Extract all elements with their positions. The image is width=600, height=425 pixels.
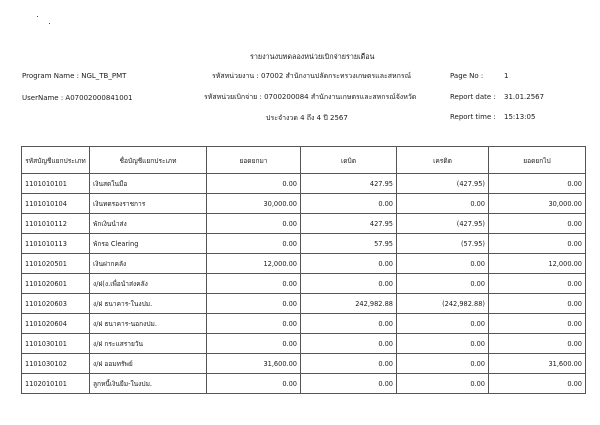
report-title: รายงานงบทดลองหน่วยเบิกจ่ายรายเดือน: [250, 52, 375, 61]
cell-credit: 0.00: [397, 334, 489, 354]
header-account-name: ชื่อบัญชีแยกประเภท: [90, 147, 207, 174]
cell-credit: (57.95): [397, 234, 489, 254]
cell-closing-balance: 30,000.00: [489, 194, 586, 214]
cell-opening-balance: 0.00: [207, 214, 301, 234]
cell-debit: 0.00: [301, 314, 397, 334]
cell-account-code: 1101010112: [22, 214, 90, 234]
cell-account-name: พักรอ Clearing: [90, 234, 207, 254]
cell-account-name: ง/ฝ กระแสรายวัน: [90, 334, 207, 354]
cell-account-code: 1101010104: [22, 194, 90, 214]
cell-account-code: 1101020601: [22, 274, 90, 294]
cell-account-code: 1102010101: [22, 374, 90, 394]
table-row: [22, 334, 586, 354]
cell-account-name: เงินสดในมือ: [90, 174, 207, 194]
cell-debit: 0.00: [301, 354, 397, 374]
cell-account-code: 1101020501: [22, 254, 90, 274]
cell-account-name: ง/ฝ ธนาคาร-นอกงปม.: [90, 314, 207, 334]
header-closing-balance: ยอดยกไป: [489, 147, 586, 174]
table-row: [22, 354, 586, 374]
cell-closing-balance: 0.00: [489, 234, 586, 254]
report-time-value: 15:13:05: [504, 113, 536, 121]
scan-speck: [37, 16, 38, 17]
cell-closing-balance: 0.00: [489, 274, 586, 294]
cell-debit: 0.00: [301, 274, 397, 294]
cell-opening-balance: 0.00: [207, 334, 301, 354]
cell-opening-balance: 0.00: [207, 174, 301, 194]
trial-balance-table: [21, 146, 586, 394]
table-row: [22, 234, 586, 254]
cell-closing-balance: 0.00: [489, 334, 586, 354]
cell-credit: 0.00: [397, 254, 489, 274]
table-row: [22, 374, 586, 394]
cell-debit: 0.00: [301, 334, 397, 354]
header-debit: เดบิต: [301, 147, 397, 174]
cell-closing-balance: 0.00: [489, 374, 586, 394]
cell-debit: 0.00: [301, 194, 397, 214]
cell-debit: 242,982.88: [301, 294, 397, 314]
report-period: ประจำงวด 4 ถึง 4 ปี 2567: [266, 114, 348, 122]
cell-credit: 0.00: [397, 194, 489, 214]
cell-debit: 57.95: [301, 234, 397, 254]
cell-credit: (427.95): [397, 214, 489, 234]
header-credit: เครดิต: [397, 147, 489, 174]
cell-debit: 0.00: [301, 254, 397, 274]
user-name: UserName : A07002000841001: [22, 94, 133, 102]
cell-closing-balance: 0.00: [489, 174, 586, 194]
cell-opening-balance: 0.00: [207, 274, 301, 294]
cell-closing-balance: 12,000.00: [489, 254, 586, 274]
cell-debit: 0.00: [301, 374, 397, 394]
cell-account-name: ลูกหนี้เงินยืม-ในงปม.: [90, 374, 207, 394]
table-header-row: [22, 147, 586, 174]
cell-opening-balance: 12,000.00: [207, 254, 301, 274]
header-account-code: รหัสบัญชีแยกประเภท: [22, 147, 90, 174]
table-row: [22, 294, 586, 314]
cell-account-code: 1101020603: [22, 294, 90, 314]
agency-code: รหัสหน่วยงาน : 07002 สำนักงานปลัดกระทรวงเกษตรและสหกรณ์: [212, 72, 412, 80]
cell-account-name: ง/ฝ ออมทรัพย์: [90, 354, 207, 374]
report-time-label: Report time :: [450, 113, 496, 121]
table-row: [22, 194, 586, 214]
cell-opening-balance: 31,600.00: [207, 354, 301, 374]
cell-credit: 0.00: [397, 274, 489, 294]
cell-account-code: 1101020604: [22, 314, 90, 334]
table-row: [22, 214, 586, 234]
cell-account-name: ง/ฝ ธนาคาร-ในงปม.: [90, 294, 207, 314]
cell-debit: 427.95: [301, 214, 397, 234]
program-name: Program Name : NGL_TB_PMT: [22, 72, 127, 80]
cell-closing-balance: 0.00: [489, 294, 586, 314]
scan-speck: [49, 23, 50, 24]
report-date-value: 31.01.2567: [504, 93, 545, 101]
cell-credit: (242,982.88): [397, 294, 489, 314]
cell-credit: 0.00: [397, 354, 489, 374]
cell-opening-balance: 0.00: [207, 374, 301, 394]
cell-debit: 427.95: [301, 174, 397, 194]
cell-closing-balance: 0.00: [489, 214, 586, 234]
cell-account-code: 1101010101: [22, 174, 90, 194]
table-row: [22, 254, 586, 274]
cell-credit: (427.95): [397, 174, 489, 194]
cell-account-name: เงินทดรองราชการ: [90, 194, 207, 214]
disbursing-unit: รหัสหน่วยเบิกจ่าย : 0700200084 สำนักงานเกษตรและสหกรณ์จังหวัด: [204, 93, 417, 101]
cell-account-name: ง/ฝ(ง.เพื่อนำส่งคลัง: [90, 274, 207, 294]
cell-account-code: 1101030102: [22, 354, 90, 374]
cell-closing-balance: 31,600.00: [489, 354, 586, 374]
table-row: [22, 314, 586, 334]
cell-credit: 0.00: [397, 314, 489, 334]
table-row: [22, 274, 586, 294]
page-label: Page No :: [450, 72, 484, 80]
cell-opening-balance: 0.00: [207, 294, 301, 314]
cell-closing-balance: 0.00: [489, 314, 586, 334]
cell-opening-balance: 0.00: [207, 314, 301, 334]
header-opening-balance: ยอดยกมา: [207, 147, 301, 174]
cell-account-code: 1101030101: [22, 334, 90, 354]
page-value: 1: [504, 72, 509, 80]
cell-account-code: 1101010113: [22, 234, 90, 254]
cell-credit: 0.00: [397, 374, 489, 394]
cell-account-name: พักเงินนำส่ง: [90, 214, 207, 234]
cell-opening-balance: 0.00: [207, 234, 301, 254]
table-row: [22, 174, 586, 194]
report-date-label: Report date :: [450, 93, 496, 101]
cell-account-name: เงินฝากคลัง: [90, 254, 207, 274]
cell-opening-balance: 30,000.00: [207, 194, 301, 214]
